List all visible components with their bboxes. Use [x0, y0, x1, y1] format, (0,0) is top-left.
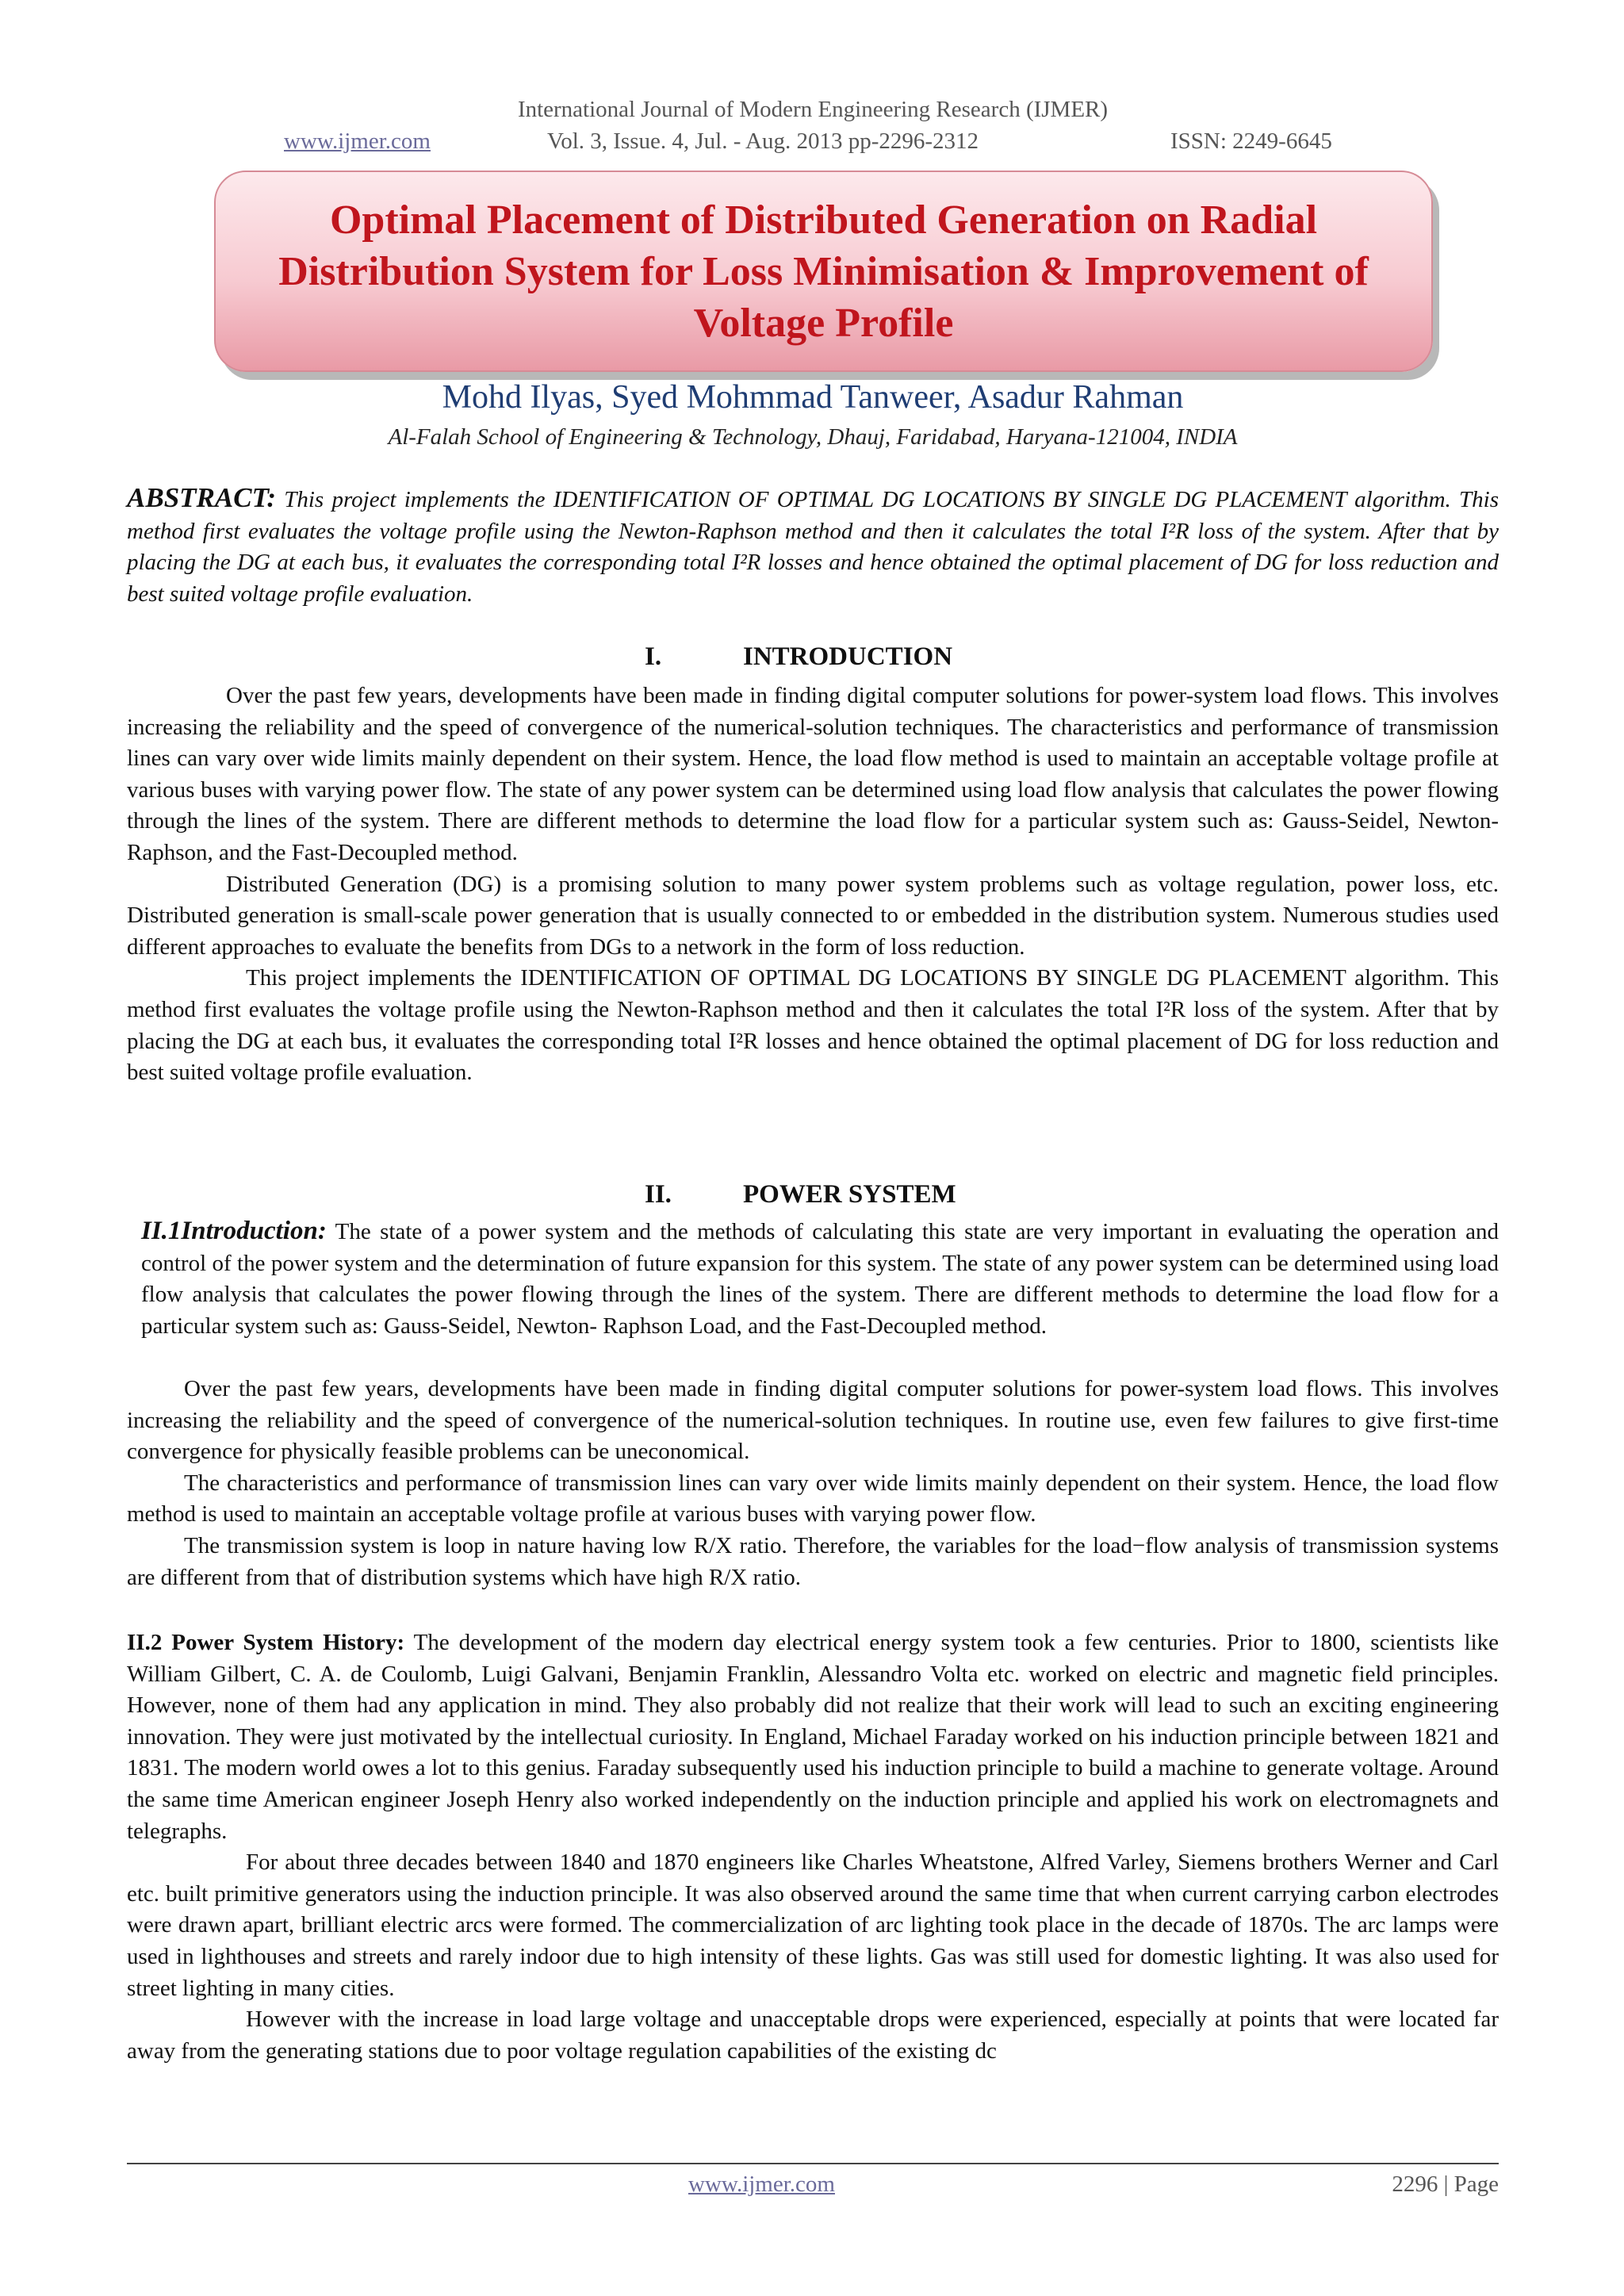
page-number: 2296 | Page: [1392, 2171, 1499, 2197]
paper-title: Optimal Placement of Distributed Generation on Radial Distribution System for Loss Minimisation & Improvement of Voltage Profile: [278, 197, 1369, 346]
section-number: I.: [645, 642, 662, 671]
issn: ISSN: 2249-6645: [1170, 128, 1332, 154]
affiliation: Al-Falah School of Engineering & Technology, Dhauj, Faridabad, Haryana-121004, INDIA: [388, 424, 1238, 450]
footer-divider: [127, 2163, 1499, 2164]
paragraph: Distributed Generation (DG) is a promising solution to many power system problems such as voltage regulation, power loss, etc. Distributed generation is small-scale power generation that is usually connected to or embedded in the distribution system. Numerous studies used different approaches to evaluate the benefits from DGs to a network in the form of loss reduction.: [127, 871, 1499, 960]
journal-url-link[interactable]: www.ijmer.com: [284, 128, 431, 154]
paragraph: The characteristics and performance of transmission lines can vary over wide limits mainly dependent on their system. Hence, the load flow method is used to maintain an acceptable voltage profile at various buses with varying power flow.: [127, 1470, 1499, 1527]
subsection-text: The development of the modern day electrical energy system took a few centuries. Prior to 1800, scientists like William Gilbert, C. A. de Coulomb, Luigi Galvani, Benjamin Franklin, Alessandro Volta etc. worked on electric and magnetic field principles. However, none of them had any application in mind. They also probably did not realize that their work will lead to such an exciting engineering innovation. They were just motivated by the intellectual curiosity. In England, Michael Faraday worked on his induction principle between 1821 and 1831. The modern world owes a lot to this genius. Faraday subsequently used his induction principle to build a machine to generate voltage. Around the same time American engineer Joseph Henry also worked independently on the induction principle and applied his work on electromagnets and telegraphs.: [127, 1630, 1499, 1844]
section-title: INTRODUCTION: [743, 642, 953, 671]
subsection-text: The state of a power system and the methods of calculating this state are very important in evaluating the operation and control of the power system and the determination of future expansion for this system. The state of any power system can be determined using load flow analysis that calculates the power flowing through the lines of the system. There are different methods to determine the load flow for a particular system such as: Gauss-Seidel, Newton- Raphson Load, and the Fast-Decoupled method.: [141, 1219, 1499, 1339]
abstract: [127, 482, 1499, 610]
paragraph: Over the past few years, developments have been made in finding digital computer solutions for power-system load flows. This involves increasing the reliability and the speed of convergence of the numerical-solution techniques. The characteristics and performance of transmission lines can vary over wide limits mainly dependent on their system. Hence, the load flow method is used to maintain an acceptable voltage profile at various buses with varying power flow. The state of any power system can be determined using load flow analysis that calculates the power flowing through the lines of the system. There are different methods to determine the load flow for a particular system such as: Gauss-Seidel, Newton-Raphson, and the Fast-Decoupled method.: [127, 683, 1499, 865]
authors: Mohd Ilyas, Syed Mohmmad Tanweer, Asadur Rahman: [442, 379, 1184, 416]
section-number: II.: [645, 1180, 672, 1209]
abstract-text: This project implements the IDENTIFICATION OF OPTIMAL DG LOCATIONS BY SINGLE DG PLACEMENT algorithm. This method first evaluates the voltage profile using the Newton-Raphson method and then it calculates the total I²R loss of the system. After that by placing the DG at each bus, it evaluates the corresponding total I²R losses and hence obtained the optimal placement of DG for loss reduction and best suited voltage profile evaluation.: [127, 487, 1500, 607]
header-meta: [127, 128, 1499, 160]
paragraph: Over the past few years, developments have been made in finding digital computer solutions for power-system load flows. This involves increasing the reliability and the speed of convergence of the numerical-solution techniques. In routine use, even few failures to give first-time convergence for physically feasible problems can be uneconomical.: [127, 1376, 1499, 1465]
introduction-body: [127, 680, 1499, 1089]
title-banner: [214, 171, 1433, 372]
subsection-introduction: [141, 1216, 1499, 1342]
subsection-history: [127, 1627, 1499, 2067]
paragraph: The transmission system is loop in nature having low R/X ratio. Therefore, the variables for the load−flow analysis of transmission systems are different from that of distribution systems which have high R/X ratio.: [127, 1532, 1499, 1590]
footer-url-link[interactable]: www.ijmer.com: [688, 2171, 835, 2197]
paragraph: For about three decades between 1840 and 1870 engineers like Charles Wheatstone, Alfred Varley, Siemens brothers Werner and Carl etc. built primitive generators using the induction principle. It was also observed around the same time that when current carrying carbon electrodes were drawn apart, brilliant electric arcs were formed. The commercialization of arc lighting took place in the decade of 1870s. The arc lamps were used in lighthouses and streets and rarely indoor due to high intensity of these lights. Gas was still used for domestic lighting. It was also used for street lighting in many cities.: [127, 1849, 1499, 2001]
power-system-body: [127, 1374, 1499, 1593]
paragraph: This project implements the IDENTIFICATION OF OPTIMAL DG LOCATIONS BY SINGLE DG PLACEMENT algorithm. This method first evaluates the voltage profile using the Newton-Raphson method and then it calculates the total I²R loss of the system. After that by placing the DG at each bus, it evaluates the corresponding total I²R losses and hence obtained the optimal placement of DG for loss reduction and best suited voltage profile evaluation.: [127, 965, 1499, 1086]
volume-info: Vol. 3, Issue. 4, Jul. - Aug. 2013 pp-2296-2312: [547, 128, 979, 154]
paragraph: However with the increase in load large voltage and unacceptable drops were experienced, especially at points that were located far away from the generating stations due to poor voltage regulation capabilities of the existing dc: [127, 2007, 1499, 2064]
journal-name: International Journal of Modern Engineering Research (IJMER): [517, 97, 1109, 122]
page-footer: [127, 2171, 1499, 2203]
section-title: POWER SYSTEM: [743, 1180, 956, 1209]
subsection-label: II.2 Power System History:: [127, 1630, 405, 1655]
subsection-label: II.1Introduction:: [141, 1217, 327, 1245]
abstract-label: ABSTRACT:: [127, 482, 277, 513]
